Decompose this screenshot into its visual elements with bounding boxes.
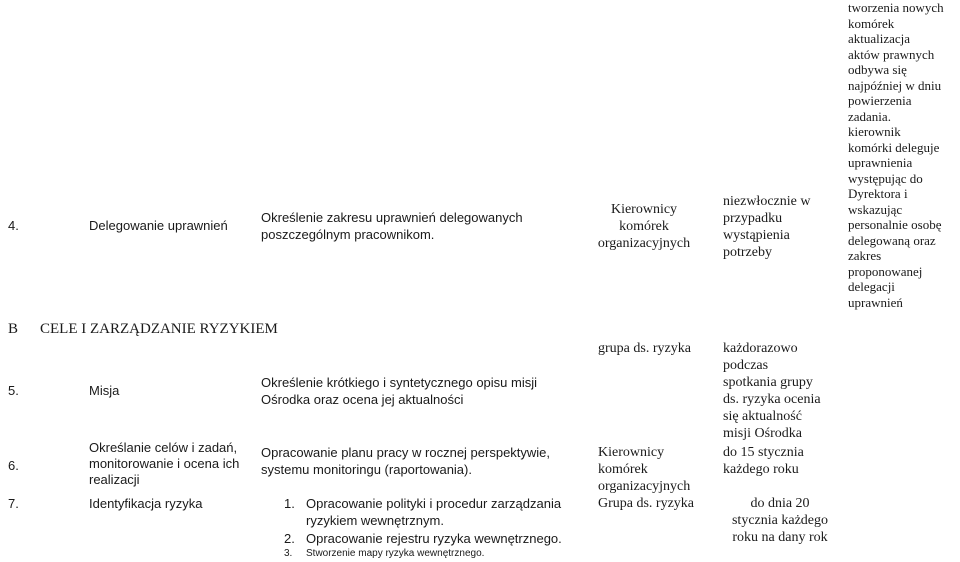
row-7-name: Identyfikacja ryzyka	[89, 496, 203, 511]
row-7-item-1-number: 1.	[284, 496, 295, 511]
row-6-name: Określanie celów i zadań, monitorowanie i ocena ich realizacji	[89, 440, 240, 487]
row-7-item-1: Opracowanie polityki i procedur zarządzania ryzykiem wewnętrznym.	[306, 496, 562, 528]
row-6-number: 6.	[8, 458, 19, 473]
row-4-description: Określenie zakresu uprawnień delegowanych poszczególnym pracownikom.	[261, 210, 523, 242]
row-5-deadline: każdorazowo podczas spotkania grupy ds. ryzyka ocenia się aktualność misji Ośrodka	[723, 341, 821, 441]
row-6-deadline: do 15 stycznia każdego roku	[723, 445, 804, 477]
section-letter: B	[8, 321, 19, 337]
row-7-item-3: Stworzenie mapy ryzyka wewnętrznego.	[306, 548, 485, 559]
row-6-description: Opracowanie planu pracy w rocznej perspektywie, systemu monitoringu (raportowania).	[261, 445, 551, 477]
row-5-description: Określenie krótkiego i syntetycznego opisu misji Ośrodka oraz ocena jej aktualności	[261, 375, 538, 407]
row-7-responsible: Grupa ds. ryzyka	[598, 496, 695, 511]
row-4-number: 4.	[8, 218, 19, 233]
row-7-deadline: do dnia 20 stycznia każdego roku na dany rok	[731, 496, 828, 545]
row-4-responsible: Kierownicy komórek organizacyjnych	[597, 202, 691, 251]
row-7-number: 7.	[8, 496, 19, 511]
row-5-responsible: grupa ds. ryzyka	[598, 341, 691, 356]
row-6-responsible: Kierownicy komórek organizacyjnych	[598, 445, 691, 494]
row-5-number: 5.	[8, 383, 19, 398]
row-7-item-2-number: 2.	[284, 531, 295, 546]
row-4-deadline: niezwłocznie w przypadku wystąpienia potrzeby	[723, 194, 811, 260]
row-4-name: Delegowanie uprawnień	[89, 218, 228, 233]
row-7-item-2: Opracowanie rejestru ryzyka wewnętrznego.	[306, 531, 562, 546]
section-title: CELE I ZARZĄDZANIE RYZYKIEM	[40, 321, 278, 337]
row-7-item-3-number: 3.	[284, 548, 293, 559]
row-5-name: Misja	[89, 383, 120, 398]
notes-column: tworzenia nowych komórek aktualizacja aktów prawnych odbywa się najpóźniej w dniu powierzenia zadania. kierownik komórki deleguje uprawnienia występując do Dyrektora i wskazując personalnie osobę delegowaną oraz zakres proponowanej delegacji uprawnień	[848, 0, 944, 310]
